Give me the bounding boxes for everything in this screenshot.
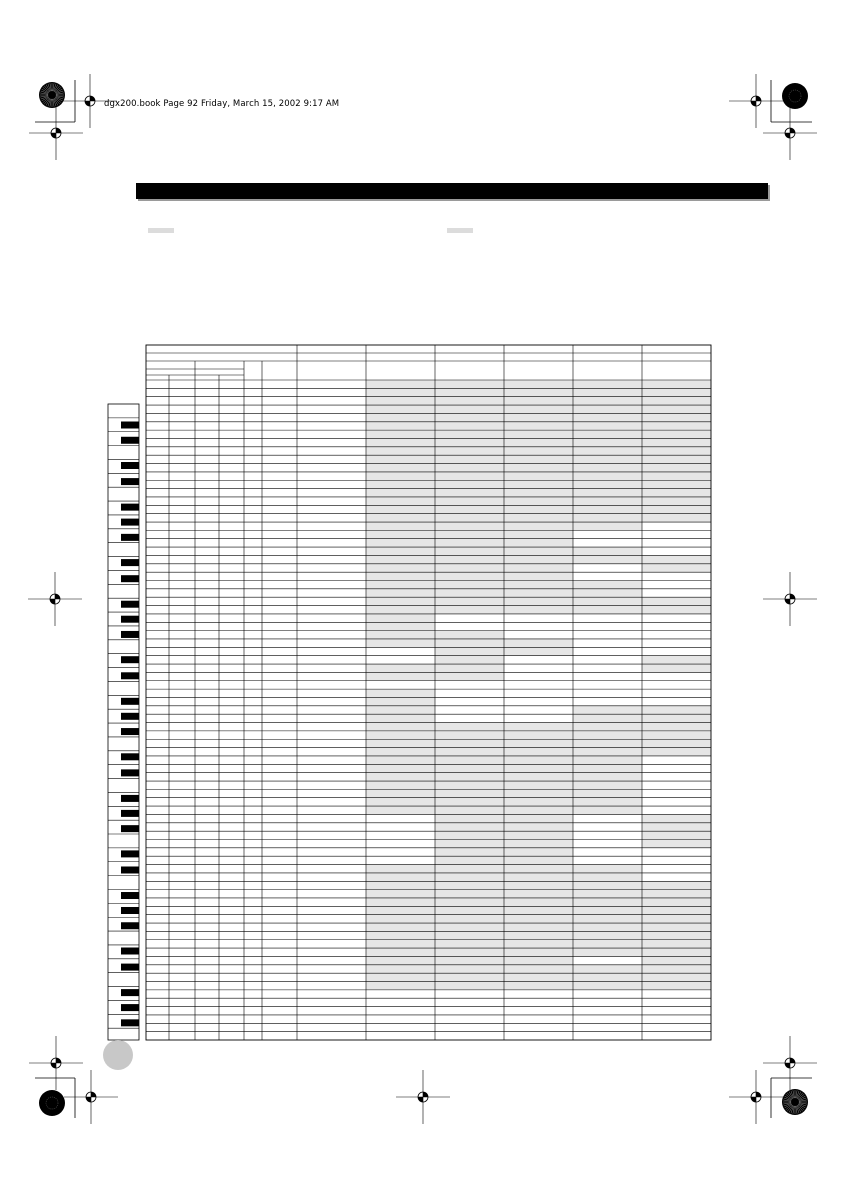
shaded-cell: [642, 881, 711, 990]
book-slug-line: dgx200.book Page 92 Friday, March 15, 2002 9:17 AM: [104, 99, 340, 109]
shaded-cell: [573, 865, 642, 957]
shaded-cell: [642, 380, 711, 522]
shaded-cell: [573, 965, 642, 990]
shaded-cell: [366, 865, 435, 990]
shaded-cell: [573, 706, 642, 815]
page-number-circle: [103, 1040, 133, 1070]
shaded-cell: [366, 689, 435, 814]
